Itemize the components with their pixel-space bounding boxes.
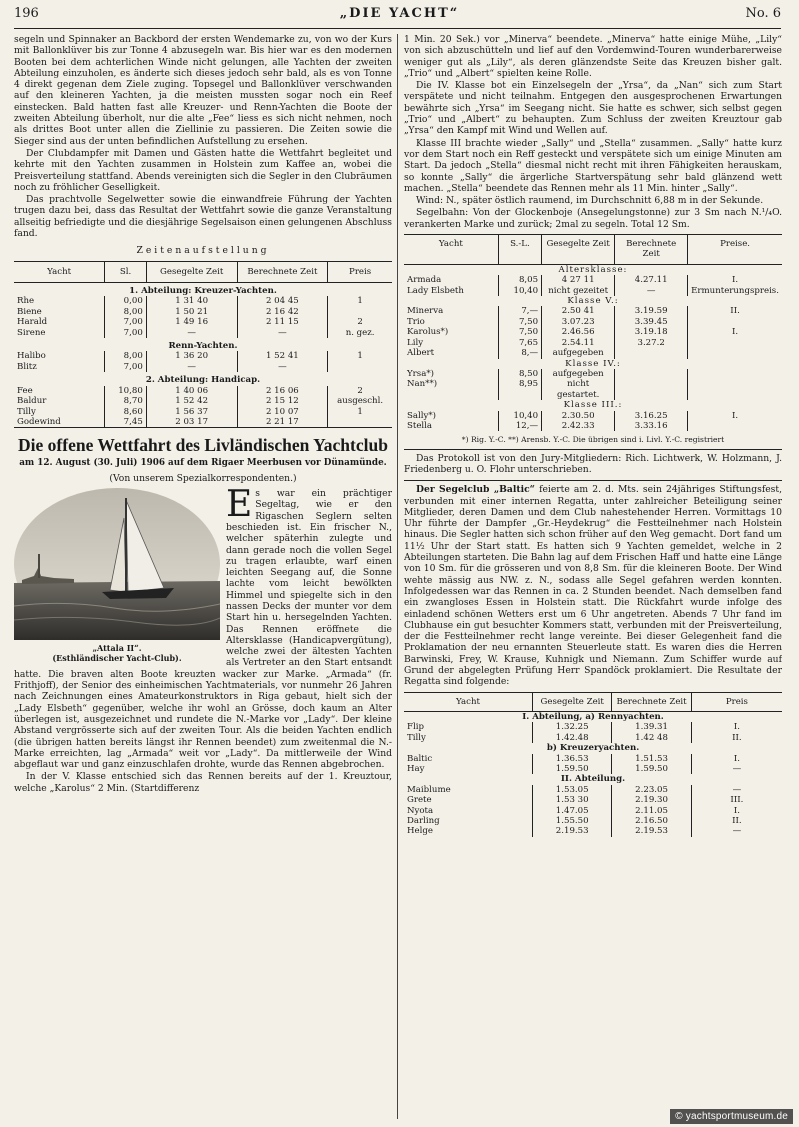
- paragraph: Klasse III brachte wieder „Sally“ und „Stella“ zusammen. „Sally“ hatte kurz vor dem Start noch ein Reff gesteckt und verspätete sich um einige Minuten am Start. Da jedoch „Stella“ diesmal nicht recht mit ihren Fähigkeiten herauskam, so konnte „Sally“ die ärgerliche Startverspätung sehr bald glänzend wett machen. „Stella“ beendete das Rennen mehr als 11 Min. hinter „Sally“.: [404, 137, 782, 194]
- table-header-row: [404, 692, 782, 711]
- issue-number: No. 6: [745, 6, 781, 21]
- cell: Grete: [404, 795, 533, 805]
- section-rule: [404, 480, 782, 481]
- cell: Rhe: [14, 296, 105, 306]
- cell: 2 15 12: [237, 396, 328, 406]
- section-label: Klasse III.:: [563, 400, 623, 411]
- cell: 2.16.50: [612, 816, 691, 826]
- cell: 1 36 20: [146, 351, 237, 361]
- cell: —: [732, 826, 742, 837]
- cell: 8,00: [105, 351, 147, 361]
- cell: 2.11.05: [612, 806, 691, 816]
- cell: 1.36.53: [533, 754, 612, 764]
- cell: Flip: [404, 722, 533, 732]
- paragraph: 1 Min. 20 Sek.) vor „Minerva“ beendete. „Minerva“ hatte einige Mühe, „Lily“ von sich abzuschütteln und lief auf den Vordemwind-Touren wunderbarerweise weniger gut als „Lily“, als deren glänzendste Seite das Kreuzen bisher galt. „Trio“ und „Albert“ spielten keine Rolle.: [404, 34, 782, 79]
- section-label: 2. Abteilung: Handicap.: [145, 375, 261, 386]
- cell: —: [732, 764, 742, 775]
- cell: II.: [730, 306, 740, 317]
- cell: 3.19.59: [615, 306, 688, 316]
- cell: 2: [357, 385, 363, 396]
- cell: 1: [357, 296, 363, 307]
- cell: 10,80: [105, 386, 147, 396]
- table-row: [14, 386, 392, 396]
- cell: Darling: [404, 816, 533, 826]
- cell: I.: [731, 410, 739, 421]
- table-row: [404, 785, 782, 795]
- cell: Karolus*): [404, 327, 498, 337]
- cell: Helge: [404, 826, 533, 836]
- cell: Blitz: [14, 362, 105, 372]
- column-header: S.-L.: [498, 235, 541, 265]
- club-name: Der Segelclub „Baltic“: [416, 484, 535, 496]
- cell: 12,—: [498, 421, 541, 431]
- column-header: Gesegelte Zeit: [542, 235, 615, 265]
- cell: [615, 369, 688, 379]
- section-row: [404, 264, 782, 275]
- table-row: [404, 754, 782, 764]
- table-row: [404, 826, 782, 836]
- cell: —: [237, 362, 328, 372]
- cell: 4 27 11: [542, 275, 615, 285]
- page-number: 196: [14, 6, 39, 21]
- cell: Tilly: [404, 733, 533, 743]
- cell: 1.42.48: [533, 733, 612, 743]
- cell: Lady Elsbeth: [404, 286, 498, 296]
- table-row: [404, 338, 782, 348]
- cell: [688, 338, 782, 348]
- table-row: [14, 307, 392, 317]
- article-subtitle: am 12. August (30. Juli) 1906 auf dem Rigaer Meerbusen vor Dünamünde.: [19, 458, 387, 469]
- section-label: Altersklasse:: [558, 264, 628, 275]
- cell: 8,60: [105, 407, 147, 417]
- cell: Minerva: [404, 306, 498, 316]
- cell: 8,70: [105, 396, 147, 406]
- cell: 8,95: [498, 379, 541, 400]
- section-label: Klasse IV.:: [565, 358, 621, 369]
- cell: Tilly: [14, 407, 105, 417]
- cell: I.: [733, 805, 740, 816]
- cell: Albert: [404, 348, 498, 358]
- cell: 2.30.50: [542, 411, 615, 421]
- cell: Baltic: [404, 754, 533, 764]
- table-row: [404, 733, 782, 743]
- cell: 2.42.33: [542, 421, 615, 431]
- right-column: [404, 34, 782, 1119]
- cell: 1 52 41: [237, 351, 328, 361]
- cell: Yrsa*): [404, 369, 498, 379]
- table-row: [404, 327, 782, 337]
- column-header: Sl.: [105, 261, 147, 282]
- cell: 7,00: [105, 362, 147, 372]
- column-header: Berechnete Zeit: [612, 692, 691, 711]
- table-row: [404, 421, 782, 431]
- table-row: [404, 806, 782, 816]
- cell: [688, 317, 782, 327]
- paragraph: In der V. Klasse entschied sich das Rennen bereits auf der 1. Kreuztour, welche „Karolus“ 2 Min. (Startdifferenz: [14, 771, 392, 794]
- table-row: [404, 764, 782, 774]
- cell: Sirene: [14, 328, 105, 338]
- cell: Fee: [14, 386, 105, 396]
- cell: Lily: [404, 338, 498, 348]
- cell: 2.19.53: [533, 826, 612, 836]
- cell: 1: [357, 406, 363, 417]
- results-table: [404, 234, 782, 431]
- yacht-photo: [14, 488, 220, 640]
- table-title: Zeitenaufstellung: [136, 245, 270, 257]
- cell: 2 03 17: [146, 417, 237, 428]
- cell: 1.51.53: [612, 754, 691, 764]
- paragraph: segeln und Spinnaker an Backbord der ersten Wendemarke zu, von wo der Kurs mit Ballonklüver bis zur Tonne 4 abzusegeln war. Bis hier war es den modernen Booten bei dem achterlichen Winde nicht gelungen, alle Yachten der zweiten Abteilung einzuholen, es änderte sich dieses jedoch sehr bald, als es von Tonne 4 direkt gegenan dem Ziele zuging. Topsegel und Ballonklüver verschwanden auf den kleineren Yachten, ja die meisten mussten sogar noch ein Reef einstecken. Bald hatten fast alle Kreuzer- und Renn-Yachten die Boote der zweiten Abteilung überholt, nur die alte „Fee“ liess es sich nicht nehmen, noch als drittes Boot unter allen die Ziellinie zu passieren. Die Zeiten sowie die Sieger sind aus der unten befindlichen Aufstellung zu ersehen.: [14, 34, 392, 147]
- cell: aufgegeben: [542, 369, 615, 379]
- cell: I.: [733, 722, 740, 733]
- section-label: II. Abteilung.: [560, 774, 626, 785]
- cell: 2 16 42: [237, 307, 328, 317]
- cell: 2.50 41: [542, 306, 615, 316]
- cell: aufgegeben: [542, 348, 615, 358]
- cell: 2.19.53: [612, 826, 691, 836]
- cell: 1: [357, 351, 363, 362]
- table-row: [404, 795, 782, 805]
- section-label: 1. Abteilung: Kreuzer-Yachten.: [129, 286, 277, 297]
- cell: II.: [732, 732, 742, 743]
- cell: 3.33.16: [615, 421, 688, 431]
- cell: 1 52 42: [146, 396, 237, 406]
- paragraph: Das prachtvolle Segelwetter sowie die einwandfreie Führung der Yachten trugen dazu bei, dass das Resultat der Wettfahrt sowie die ganze Veranstaltung allseitig befriedigte und die diesjährige Segelsaison einen gelungenen Abschluss fand.: [14, 194, 392, 240]
- cell: 1.53 30: [533, 795, 612, 805]
- cell: 3.27.2: [615, 338, 688, 348]
- cell: —: [146, 362, 237, 372]
- cell: [615, 379, 688, 400]
- cell: [688, 369, 782, 379]
- cell: 8,—: [498, 348, 541, 358]
- cell: —: [146, 328, 237, 338]
- column-divider: [397, 34, 398, 1119]
- paragraph: Segelbahn: Von der Glockenboje (Ansegelungstonne) zur 3 Sm nach N.¹/₄O. verankerten Marke und zurück; 2mal zu segeln. Total 12 Sm.: [404, 207, 782, 230]
- cell: 3.19.18: [615, 327, 688, 337]
- cell: 2.46.56: [542, 327, 615, 337]
- cell: Sally*): [404, 411, 498, 421]
- table-row: [14, 396, 392, 406]
- paragraph: Wind: N., später östlich raumend, im Durchschnitt 6,88 m in der Sekunde.: [416, 195, 764, 207]
- cell: 1 56 37: [146, 407, 237, 417]
- table-row: [404, 348, 782, 358]
- cell: I.: [733, 753, 740, 764]
- cell: 1 49 16: [146, 317, 237, 327]
- paragraph: Das Protokoll ist von den Jury-Mitgliedern: Rich. Lichtwerk, W. Holzmann, J. Friedenberg u. O. Flohr unterschrieben.: [404, 452, 782, 475]
- column-header: Preis: [328, 261, 392, 282]
- column-header: Gesegelte Zeit: [146, 261, 237, 282]
- table-footnote: *) Rig. Y.-C. **) Arensb. Y.-C. Die übrigen sind i. Livl. Y.-C. registriert: [404, 431, 782, 449]
- cell: 3.07.23: [542, 317, 615, 327]
- section-label: I. Abteilung, a) Rennyachten.: [522, 712, 664, 722]
- column-header: Preise.: [688, 235, 782, 265]
- cell: 2.23.05: [612, 785, 691, 795]
- cell: 7,45: [105, 417, 147, 428]
- cell: 1.59.50: [612, 764, 691, 774]
- section-row: [404, 743, 782, 753]
- cell: 7,50: [498, 317, 541, 327]
- table-row: [404, 286, 782, 296]
- section-row: [14, 372, 392, 385]
- results-table: [14, 261, 392, 429]
- cell: [688, 421, 782, 431]
- table-row: [14, 328, 392, 338]
- table-header-row: [404, 235, 782, 265]
- cell: —: [237, 328, 328, 338]
- cell: I.: [731, 275, 739, 286]
- table-row: [14, 362, 392, 372]
- cell: 7,—: [498, 306, 541, 316]
- cell: 1.39.31: [612, 722, 691, 732]
- table-row: [404, 306, 782, 316]
- cell: Stella: [404, 421, 498, 431]
- table-row: [14, 317, 392, 327]
- section-row: [404, 296, 782, 306]
- cell: [615, 348, 688, 358]
- cell: 1.53.05: [533, 785, 612, 795]
- cell: Nyota: [404, 806, 533, 816]
- column-header: Berechnete Zeit: [237, 261, 328, 282]
- column-header: Yacht: [14, 261, 105, 282]
- cell: 7,50: [498, 327, 541, 337]
- cell: Biene: [14, 307, 105, 317]
- section-label: Klasse V.:: [567, 296, 619, 307]
- regatta-results-table: [404, 692, 782, 837]
- table-row: [14, 296, 392, 306]
- cell: 7,65: [498, 338, 541, 348]
- cell: I.: [731, 327, 739, 338]
- cell: [688, 348, 782, 358]
- copyright-watermark: © yachtsportmuseum.de: [670, 1109, 793, 1124]
- cell: 8,50: [498, 369, 541, 379]
- cell: 1.55.50: [533, 816, 612, 826]
- section-row: [14, 338, 392, 351]
- section-label: b) Kreuzeryachten.: [546, 743, 640, 754]
- column-header: Preis: [691, 692, 782, 711]
- cell: 8,00: [105, 307, 147, 317]
- cell: nicht gezeitet: [542, 286, 615, 296]
- paragraph: Die IV. Klasse bot ein Einzelsegeln der „Yrsa“, da „Nan“ sich zum Start verspätete und nicht teilnahm. Entgegen den ausgesprochenen Erwartungen bewährte sich „Yrsa“ im Seegang nicht. Sie hatte es schwer, sich selbst gegen „Trio“ und „Albert“ zu behaupten. Zum Schluss der zweiten Kreuztour gab „Yrsa“ den Kampf mit Wind und Wellen auf.: [404, 80, 782, 137]
- cell: 7,00: [105, 317, 147, 327]
- table-row: [14, 407, 392, 417]
- article-title: Die offene Wettfahrt des Livländischen Yachtclub: [18, 435, 388, 456]
- cell: 4.27.11: [615, 275, 688, 285]
- cell: n. gez.: [345, 327, 375, 338]
- article-text: s war ein prächtiger Segeltag, wie er den Rigaschen Seglern selten beschieden ist. Ein frischer N., welcher späterhin zulegte und dann gerade noch die vollen Segel zu tragen erlaubte, warf einen leichten Seegang auf, die Sonne lachte vom leicht bewölkten Himmel und spiegelte sich in den nassen Decks der munter vor dem Start hin u. hersegelnden Yachten. Das Rennen eröffnete die Altersklasse (Handicapvergütung), welche zwei der ältesten Yachten als Vertreter an den Start entsandt hatte. Die braven alten Boote kreuzten wacker zur Marke. „Armada“ (fr. Frithjoff), der Senior des einheimischen Yachtmaterials, vor nunmehr 26 Jahren nach Zeichnungen eines Amateurkonstruktors in Riga gebaut, hielt sich der „Lady Elsbeth“ gegenüber, welche ihr wohl an Grösse, doch kaum an Alter überlegen ist, ausgezeichnet und rundete die N.-Marke vor „Lady“. Der kleine Abstand vergrösserte sich auf der zweiten Tour. Als die beiden Yachten endlich (die übrigen hatten bereits längst ihr Rennen beendet) zum zweitenmal die N.-Marke erreichten, lag „Armada“ weit vor „Lady“. Da mittlerweile der Wind abgeflaut war und ganz einzuschlafen drohte, wurde das Rennen abgebrochen.: [14, 488, 392, 771]
- table-row: [404, 369, 782, 379]
- table-row: [404, 275, 782, 285]
- cell: 1 50 21: [146, 307, 237, 317]
- cell: 1.42 48: [612, 733, 691, 743]
- section-row: [14, 283, 392, 297]
- cell: 1 31 40: [146, 296, 237, 306]
- cell: 1.32.25: [533, 722, 612, 732]
- cell: Hay: [404, 764, 533, 774]
- cell: [328, 307, 392, 317]
- cell: 1 40 06: [146, 386, 237, 396]
- cell: 2 11 15: [237, 317, 328, 327]
- table-row: [404, 722, 782, 732]
- cell: 10,40: [498, 411, 541, 421]
- table-row: [14, 417, 392, 428]
- cell: 2.19.30: [612, 795, 691, 805]
- cell: [328, 417, 392, 428]
- cell: Halibo: [14, 351, 105, 361]
- cell: 1.47.05: [533, 806, 612, 816]
- paragraph: [404, 484, 782, 687]
- cell: 2.54.11: [542, 338, 615, 348]
- cell: 8,05: [498, 275, 541, 285]
- column-header: Yacht: [404, 692, 533, 711]
- photo-caption-club: (Esthländischer Yacht-Club).: [52, 652, 182, 663]
- cell: [688, 379, 782, 400]
- cell: Maiblume: [404, 785, 533, 795]
- table-row: [404, 379, 782, 400]
- cell: 10,40: [498, 286, 541, 296]
- cell: Ermunterungspreis.: [691, 285, 779, 296]
- cell: 1.59.50: [533, 764, 612, 774]
- table-row: [14, 351, 392, 361]
- section-row: [404, 712, 782, 723]
- cell: II.: [732, 816, 742, 827]
- column-header: Gesegelte Zeit: [533, 692, 612, 711]
- section-row: [404, 359, 782, 369]
- cell: 2 04 45: [237, 296, 328, 306]
- cell: III.: [730, 795, 744, 806]
- cell: Harald: [14, 317, 105, 327]
- cell: 7,00: [105, 328, 147, 338]
- section-row: [404, 400, 782, 410]
- cell: Baldur: [14, 396, 105, 406]
- table-row: [404, 816, 782, 826]
- header-rule: [14, 28, 781, 29]
- cell: 2 16 06: [237, 386, 328, 396]
- left-column: [14, 34, 392, 1119]
- cell: —: [732, 784, 742, 795]
- cell: 2 21 17: [237, 417, 328, 428]
- photo-figure: [14, 488, 220, 663]
- section-label: Renn-Yachten.: [168, 341, 238, 352]
- cell: [328, 362, 392, 372]
- cell: Trio: [404, 317, 498, 327]
- cell: ausgeschl.: [337, 396, 384, 407]
- correspondent-line: (Von unserem Spezialkorrespondenten.): [109, 472, 297, 484]
- column-header: Berechnete Zeit: [615, 235, 688, 265]
- cell: 0,00: [105, 296, 147, 306]
- cell: Nan**): [404, 379, 498, 400]
- table-row: [404, 411, 782, 421]
- column-header: Yacht: [404, 235, 498, 265]
- paragraph: Der Clubdampfer mit Damen und Gästen hatte die Wettfahrt begleitet und kehrte mit den Yachten zusammen in Holstein zum Kaffee an, wobei die Preisverteilung stattfand. Abends vereinigten sich die Segler in den Clubräumen noch zu fröhlicher Geselligkeit.: [14, 147, 392, 193]
- cell: nicht gestartet.: [542, 379, 615, 400]
- section-row: [404, 774, 782, 784]
- cell: 3.39.45: [615, 317, 688, 327]
- table-header-row: [14, 261, 392, 282]
- cell: 2 10 07: [237, 407, 328, 417]
- photo-caption: [14, 644, 220, 663]
- photo-caption-title: „Attala II“.: [92, 643, 142, 654]
- cell: Godewind: [14, 417, 105, 428]
- cell: 2: [357, 317, 363, 328]
- cell: 3.16.25: [615, 411, 688, 421]
- drop-cap: E: [226, 484, 253, 526]
- journal-title: „DIE YACHT“: [339, 6, 460, 21]
- cell: —: [615, 286, 688, 296]
- table-row: [404, 317, 782, 327]
- cell: Armada: [404, 275, 498, 285]
- paragraph-text: feierte am 2. d. Mts. sein 24jähriges Stiftungsfest, verbunden mit einer internen Regatta, unter zahlreicher Beteiligung seiner Mitglieder, deren Damen und dem Club nahestehender Herren. Vormittags 10 Uhr führte der Dampfer „Gr.-Heydekrug“ die Festteilnehmer nach Holstein hinaus. Die Segler hatten sich schon früher auf den Weg gemacht. Dort fand um 11½ Uhr der Start statt. Es hatten sich 9 Yachten gemeldet, welche in 2 Abteilungen starteten. Die Bahn lag auf dem Frischen Haff und hatte eine Länge von 10 Sm. für die grösseren und von 8,8 Sm. für die kleineren Boote. Der Wind wehte mässig aus NW. z. N., sodass alle Segel gefahren werden konnten. Infolgedessen war das Rennen in ca. 2 Stunden beendet. Nach demselben fand ein zwangloses Essen in Holstein statt. Die Rückfahrt wurde infolge des einladend schönen Wetters erst um 6 Uhr angetreten. Abends 7 Uhr fand im Clubhause ein gut besuchter Kommers statt, verbunden mit der Preisverteilung, der die Festteilnehmer recht lange vereinte. Bei dieser Gelegenheit fand die Proklamation der neu ernannten Steuerleute statt. Es waren dies die Herren Barwinski, Frey, W. Krause, Kuhnigk und Niemann. Zum Schiffer wurde auf Grund der abgelegten Prüfung Herr Spandöck proklamiert. Die Resultate der Regatta sind folgende:: [404, 484, 782, 688]
